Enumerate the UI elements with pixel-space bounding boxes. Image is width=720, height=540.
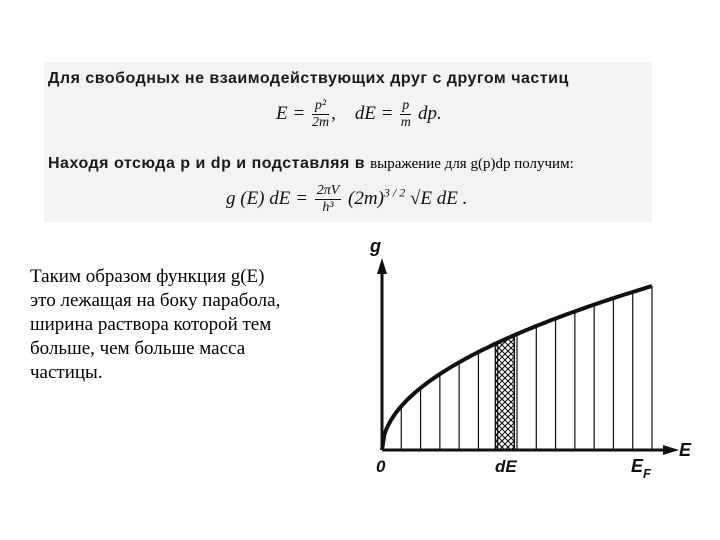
equation-density xyxy=(226,183,467,216)
scan-line-2-scanned: Находя отсюда p и dp и подставляя в xyxy=(48,155,366,172)
paragraph-line-5: частицы. xyxy=(30,362,103,383)
eq1-de-denominator: m xyxy=(400,115,411,130)
eq2-tail: √E dE . xyxy=(410,187,468,209)
origin-label: 0 xyxy=(376,457,386,476)
paragraph-line-4: больше, чем больше масса xyxy=(30,338,246,359)
eq1-e-numerator: p² xyxy=(312,98,329,115)
eq1-e-fraction xyxy=(312,98,329,131)
paragraph-line-3: ширина раствора которой тем xyxy=(30,314,272,335)
eq1-de-fraction xyxy=(400,98,411,131)
eq1-e-lhs: E = xyxy=(276,102,306,124)
hatched-de-strip xyxy=(495,335,514,450)
paragraph-line-2: это лежащая на боку парабола, xyxy=(30,290,281,311)
eq2-lhs: g (E) dE = xyxy=(226,187,308,209)
density-of-states-graph xyxy=(355,228,705,488)
eq1-de-numerator: p xyxy=(402,98,410,113)
y-axis-label: g xyxy=(370,236,381,256)
scan-line-2-typed: выражение для g(p)dp получим: xyxy=(370,156,574,172)
explanation-paragraph xyxy=(30,265,360,385)
ef-label-sub: F xyxy=(643,466,651,481)
ef-label-main: E xyxy=(631,456,644,476)
scan-line-1: Для свободных не взаимодействующих друг с другом частиц xyxy=(48,70,569,87)
ef-label xyxy=(631,456,652,481)
eq2-denominator: h³ xyxy=(322,200,334,215)
y-axis-arrow xyxy=(377,258,387,274)
eq1-e-denominator: 2m xyxy=(311,115,330,130)
de-label: dE xyxy=(495,457,517,476)
paragraph-line-1: Таким образом функция g(E) xyxy=(30,266,265,287)
x-axis-label: E xyxy=(679,440,692,460)
eq1-separator: , xyxy=(331,102,336,124)
eq2-numerator: 2πV xyxy=(316,183,340,198)
scan-line-2 xyxy=(48,155,574,173)
equation-energy xyxy=(276,98,442,131)
eq2-mid: (2m) xyxy=(348,187,384,209)
x-axis-arrow xyxy=(663,445,679,455)
eq2-exponent: 3 / 2 xyxy=(383,185,406,200)
eq1-de-tail: dp. xyxy=(418,102,442,124)
eq1-de-lhs: dE = xyxy=(354,102,394,124)
area-under-curve xyxy=(401,286,652,450)
eq2-fraction xyxy=(315,183,342,216)
